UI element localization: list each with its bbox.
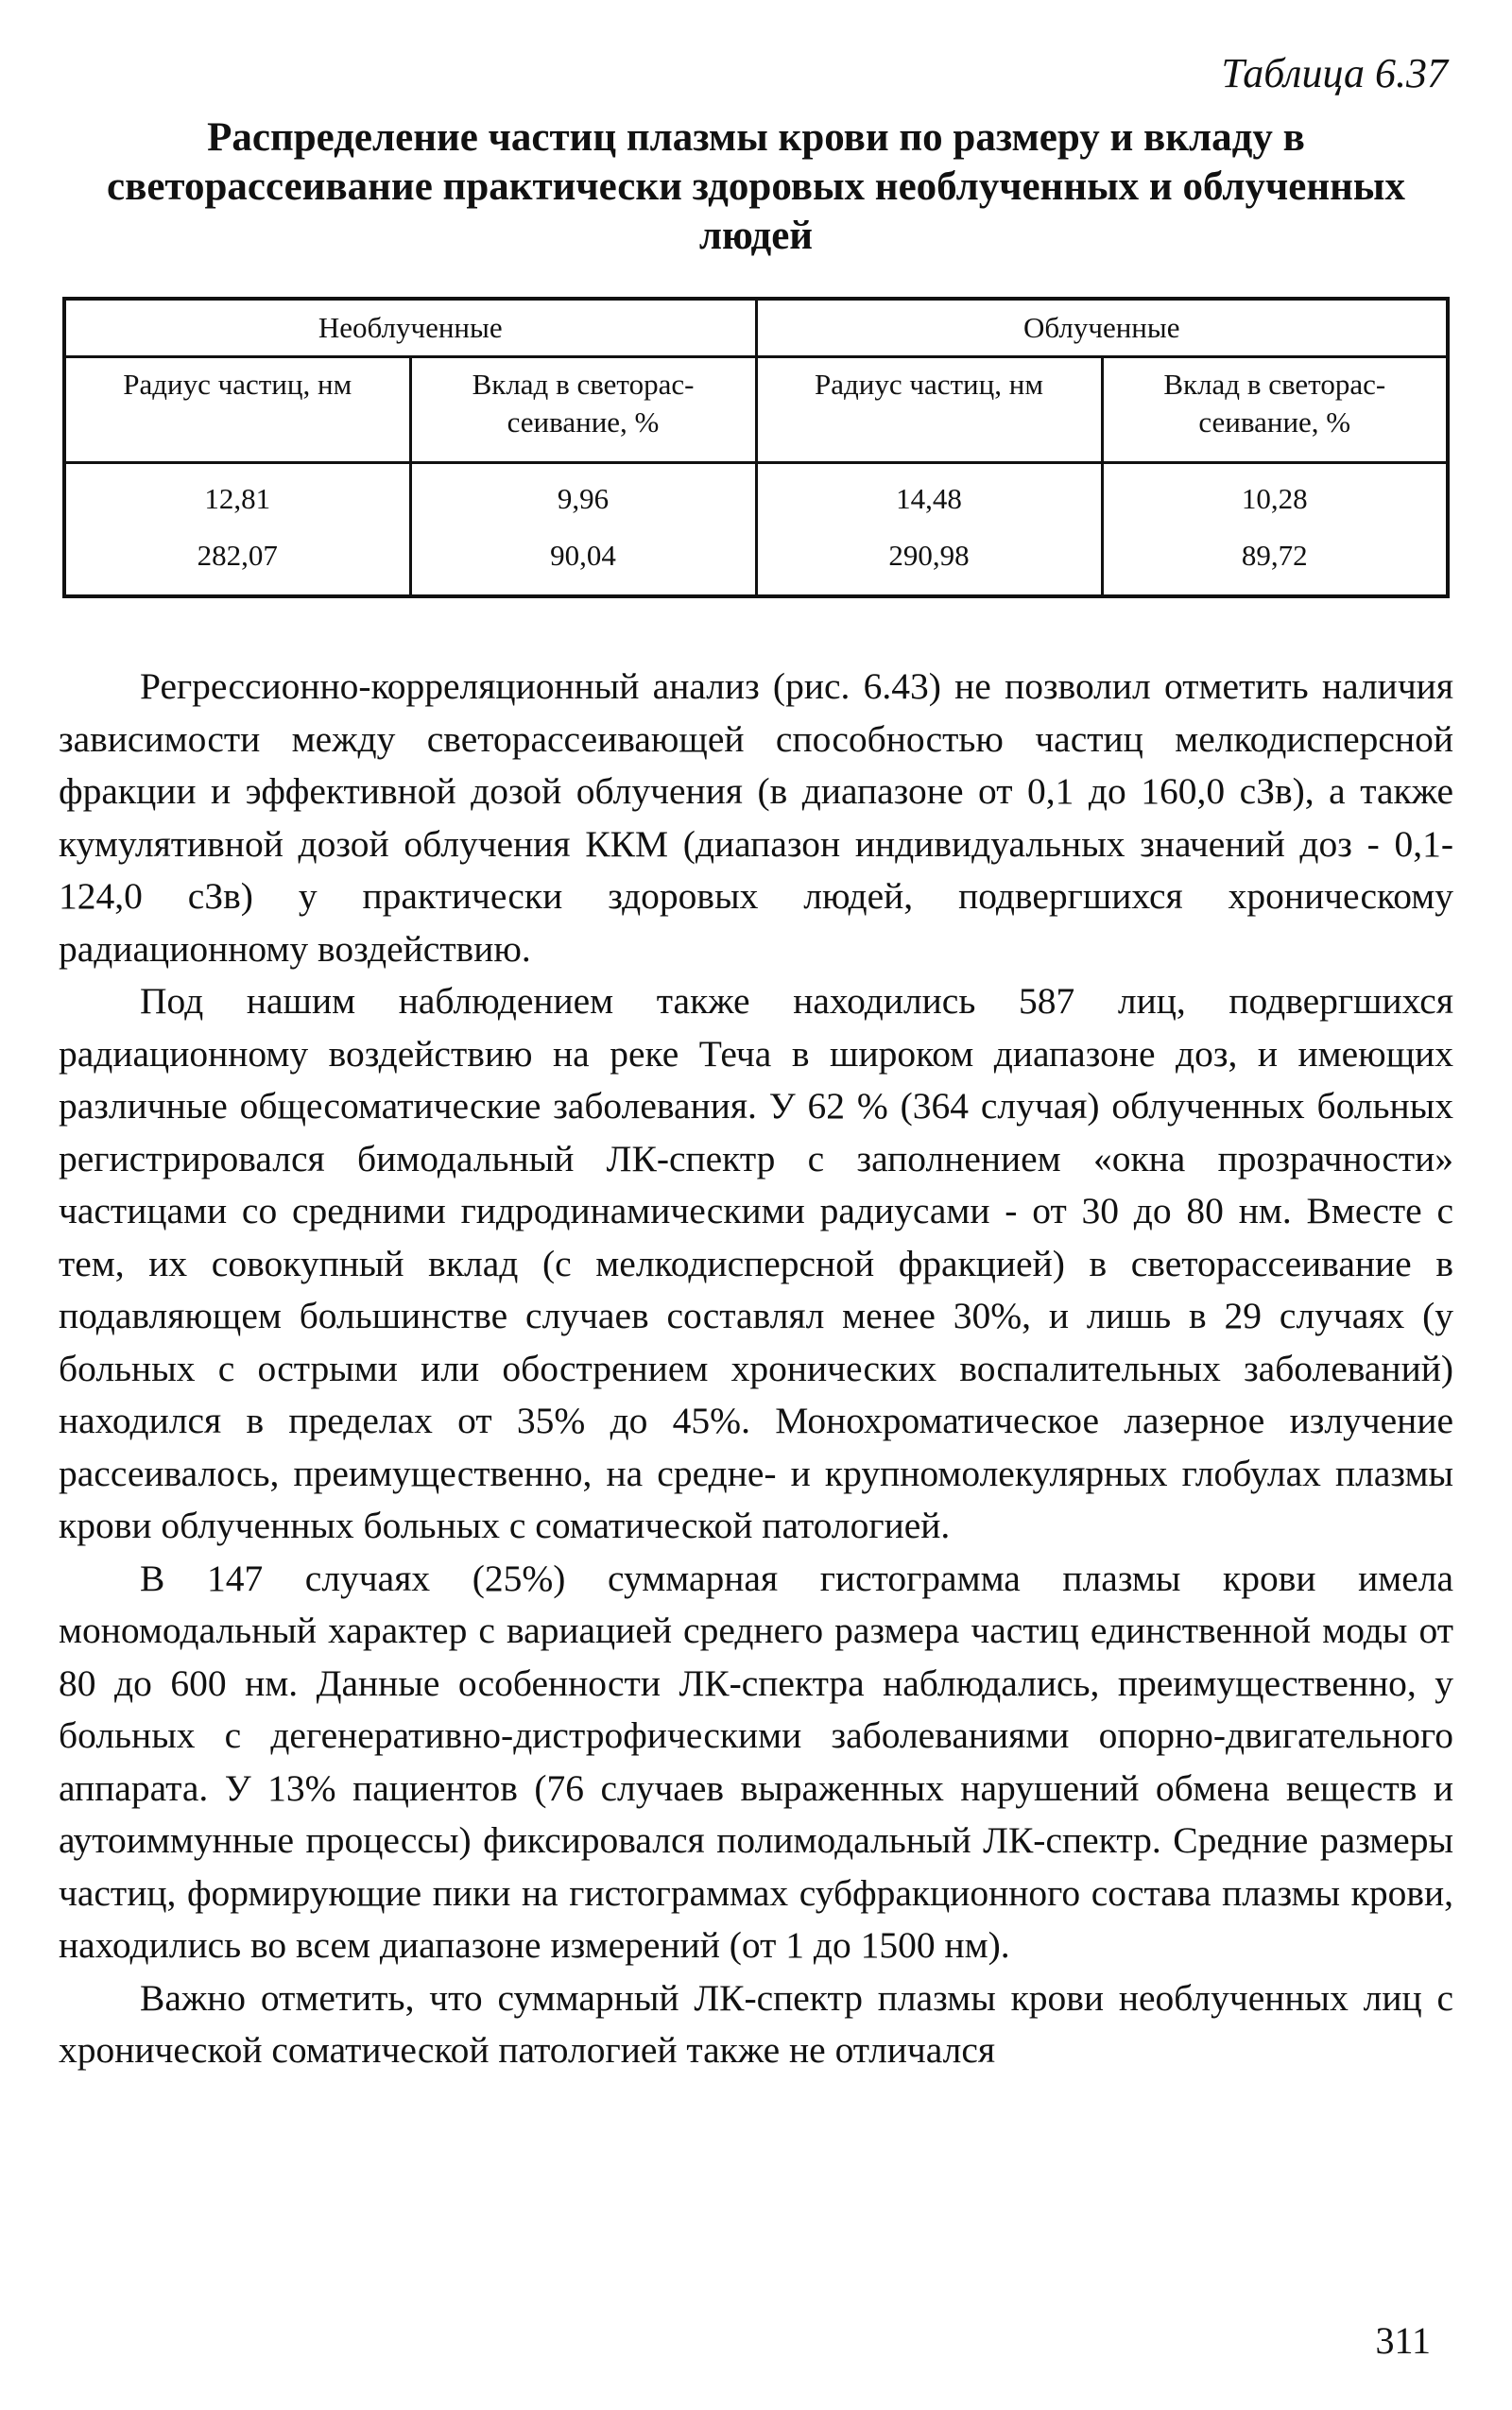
- table-column-header-row: [64, 357, 1448, 463]
- column-header: Вклад в светорас-сеивание, %: [410, 357, 756, 463]
- table-row: [64, 463, 1448, 528]
- paragraph: Важно отметить, что суммарный ЛК-спектр плазмы крови необлученных лиц с хронической соматической патологией также не отличался: [59, 1976, 1453, 2071]
- column-header: Радиус частиц, нм: [64, 357, 410, 463]
- table-cell: 12,81: [64, 463, 410, 528]
- group-header-unirradiated: Необлученные: [64, 299, 756, 357]
- table-cell: 290,98: [756, 527, 1102, 596]
- table-label: Таблица 6.37: [1221, 50, 1448, 96]
- table-cell: 10,28: [1102, 463, 1448, 528]
- data-table: [62, 297, 1450, 598]
- body-text: [59, 661, 1453, 2077]
- document-page: [59, 38, 1453, 2372]
- paragraph: В 147 случаях (25%) суммарная гистограмма плазмы крови имела мономодальный характер с вариацией среднего размера частиц единственной моды от 80 до 600 нм. Данные особенности ЛК-спектра наблюдались, преимущественно, у больных с дегенеративно-дистрофическими заболеваниями опорно-двигательного аппарата. У 13% пациентов (76 случаев выраженных нарушений обмена веществ и аутоиммунные процессы) фиксировался полимодальный ЛК-спектр. Средние размеры частиц, формирующие пики на гистограммах субфракционного состава плазмы крови, находились во всем диапазоне измерений (от 1 до 1500 нм).: [59, 1557, 1453, 1966]
- table-cell: 282,07: [64, 527, 410, 596]
- group-header-irradiated: Облученные: [756, 299, 1448, 357]
- table-group-header-row: [64, 299, 1448, 357]
- table-row: [64, 527, 1448, 596]
- column-header: Радиус частиц, нм: [756, 357, 1102, 463]
- paragraph: Регрессионно-корреляционный анализ (рис. 6.43) не позволил отметить наличия зависимости между светорассеивающей способностью частиц мелкодисперсной фракции и эффективной дозой облучения (в диапазоне от 0,1 до 160,0 сЗв), а также кумулятивной дозой облучения ККМ (диапазон индивидуальных значений доз - 0,1-124,0 сЗв) у практически здоровых людей, подвергшихся хроническому радиационному воздействию.: [59, 665, 1453, 970]
- paragraph: Под нашим наблюдением также находились 587 лиц, подвергшихся радиационному воздействию на реке Теча в широком диапазоне доз, и имеющих различные общесоматические заболевания. У 62 % (364 случая) облученных больных регистрировался бимодальный ЛК-спектр с заполнением «окна прозрачности» частицами со средними гидродинамическими радиусами - от 30 до 80 нм. Вместе с тем, их совокупный вклад (с мелкодисперсной фракцией) в светорассеивание в подавляющем большинстве случаев составлял менее 30%, и лишь в 29 случаях (у больных с острыми или обострением хронических воспалительных заболеваний) находился в пределах от 35% до 45%. Монохроматическое лазерное излучение рассеивалось, преимущественно, на средне- и крупномолекулярных глобулах плазмы крови облученных больных с соматической патологией.: [59, 980, 1453, 1546]
- page-number: 311: [1375, 2319, 1431, 2362]
- column-header: Вклад в светорас-сеивание, %: [1102, 357, 1448, 463]
- table-cell: 90,04: [410, 527, 756, 596]
- table-cell: 89,72: [1102, 527, 1448, 596]
- table-cell: 14,48: [756, 463, 1102, 528]
- table-title: Распределение частиц плазмы крови по размеру и вкладу в светорассеивание практически здоровых необлученных и облученных людей: [107, 115, 1405, 258]
- table-cell: 9,96: [410, 463, 756, 528]
